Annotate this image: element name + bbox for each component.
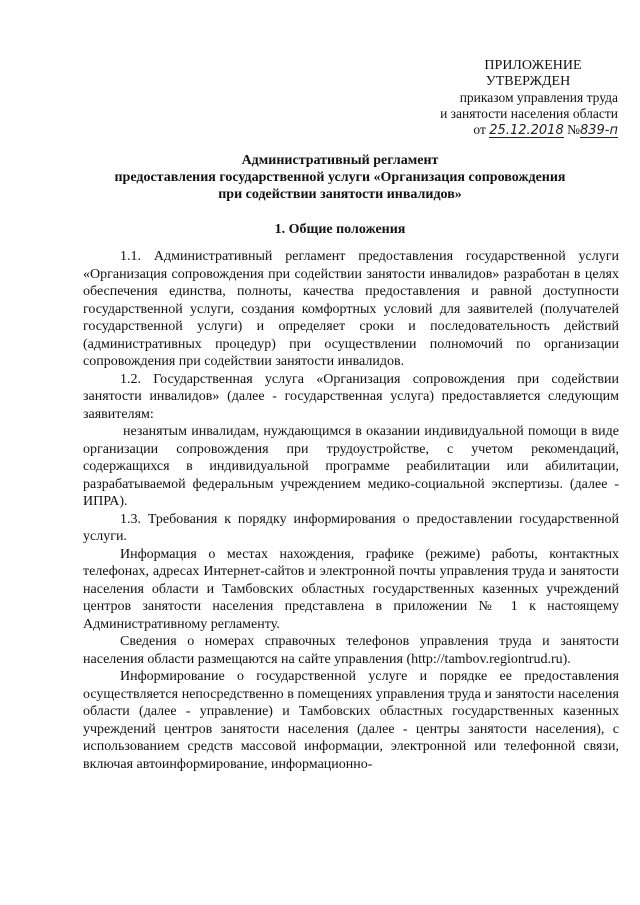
title-line-1: Административный регламент — [241, 153, 439, 168]
paragraph-phones: Сведения о номерах справочных телефонов управления труда и занятости населения области размещаются на сайте управления (http://tambov.regiontrud.ru). — [83, 634, 619, 667]
handwritten-number: 839-п — [579, 123, 618, 138]
number-prefix: № — [567, 122, 580, 137]
paragraph-1-3: 1.3. Требования к порядку информирования о предоставлении государственной услуги. — [83, 511, 619, 544]
title-line-3: при содействии занятости инвалидов» — [218, 187, 462, 202]
order-date-number — [378, 122, 618, 138]
paragraph-1-1: 1.1. Административный регламент предоставления государственной услуги «Организация сопровождения при содействии занятости инвалидов» разработан в целях обеспечения единства, полноты, качества предоставления и равной доступности государственной услуги, создания комфортных условий для заявителей (получателей государственной услуги) и определяет сроки и последовательность действий (административных процедур) при осуществлении полномочий по организации сопровождения при содействии занятости инвалидов. — [83, 249, 619, 369]
approved-label: УТВЕРЖДЕН — [485, 74, 571, 89]
appendix-label: ПРИЛОЖЕНИЕ — [484, 58, 582, 73]
paragraph-informing: Информирование о государственной услуге и порядке ее предоставления осуществляется непосредственно в помещениях управления труда и занятости населения области (далее - управление) и Тамбовских областных государственных казенных учреждений центров занятости населения (далее - центры занятости населения), с использованием средств массовой информации, электронной или телефонной связи, включая автоинформирование, информационно- — [83, 669, 619, 772]
paragraph-info-locations: Информация о местах нахождения, графике (режиме) работы, контактных телефонах, адресах Интернет-сайтов и электронной почты управления труда и занятости населения области и Тамбовских областных государственных казенных учреждений центров занятости населения представлена в приложении № 1 к настоящему Административному регламенту. — [83, 546, 619, 632]
order-issuer-line-2: и занятости населения области — [440, 106, 618, 121]
date-prefix: от — [473, 122, 486, 137]
section-heading: 1. Общие положения — [274, 222, 406, 237]
title-line-2: предоставления государственной услуги «Организация сопровождения — [114, 170, 566, 185]
paragraph-1-2: 1.2. Государственная услуга «Организация сопровождения при содействии занятости инвалидов» (далее - государственная услуга) предоставляется следующим заявителям: — [83, 371, 619, 422]
document-title — [70, 152, 610, 203]
approval-header — [378, 58, 618, 138]
document-body — [83, 248, 619, 773]
order-issuer-line: приказом управления труда — [459, 90, 618, 105]
handwritten-date: 25.12.2018 — [489, 123, 564, 138]
paragraph-applicants: незанятым инвалидам, нуждающимся в оказании индивидуальной помощи в виде организации сопровождения при трудоустройстве, с учетом рекомендаций, содержащихся в индивидуальной программе реабилитации или абилитации, разрабатываемой федеральным учреждением медико-социальной экспертизы. (далее - ИПРА). — [83, 424, 619, 509]
